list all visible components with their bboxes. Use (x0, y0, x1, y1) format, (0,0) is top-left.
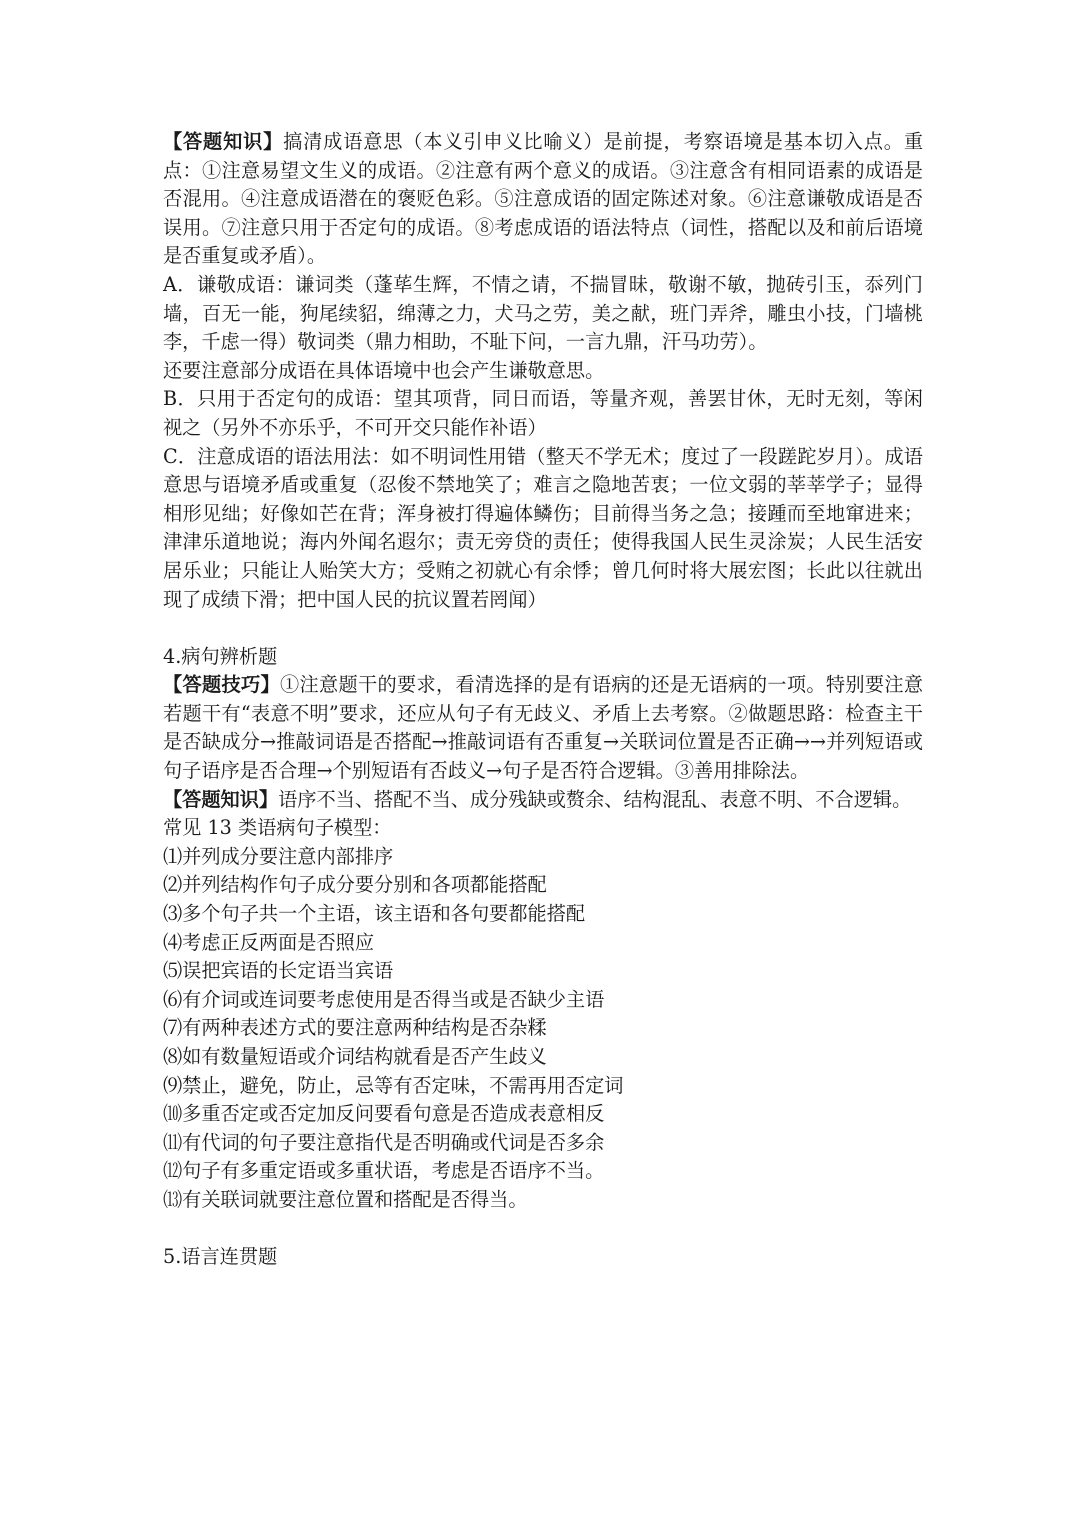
sentence-tips-paragraph (163, 671, 923, 785)
list-item: ⑿句子有多重定语或多重状语，考虑是否语序不当。 (163, 1159, 605, 1183)
list-item: ⑺有两种表述方式的要注意两种结构是否杂糅 (163, 1016, 547, 1040)
list-item: ⑼禁止，避免，防止，忌等有否定味，不需再用否定词 (163, 1073, 624, 1097)
knowledge-tag: 【答题知识】 (163, 130, 284, 153)
blank-line (163, 1215, 923, 1244)
section-heading-sentence: 4.病句辨析题 (163, 644, 278, 668)
document-page (163, 128, 923, 1272)
sentence-knowledge-paragraph (163, 786, 923, 815)
list-item: ⑴并列成分要注意内部排序 (163, 844, 394, 868)
knowledge-text: 搞清成语意思（本义引申义比喻义）是前提，考察语境是基本切入点。重点：①注意易望文生义的成语。②注意有两个意义的成语。③注意含有相同语素的成语是否混用。④注意成语潜在的褒贬色彩。⑤注意成语的固定陈述对象。⑥注意谦敬成语是否误用。⑦注意只用于否定句的成语。⑧考虑成语的语法特点（词性，搭配以及和前后语境是否重复或矛盾）。 (163, 130, 924, 268)
list-item: ⑽多重否定或否定加反问要看句意是否造成表意相反 (163, 1102, 605, 1126)
idiom-item-b: B．只用于否定句的成语：望其项背，同日而语，等量齐观，善罢甘休，无时无刻，等闲视之（另外不亦乐乎，不可开交只能作补语） (163, 387, 923, 439)
list-item: ⑷考虑正反两面是否照应 (163, 930, 375, 954)
list-item: ⑹有介词或连词要考虑使用是否得当或是否缺少主语 (163, 987, 605, 1011)
knowledge-text: 语序不当、搭配不当、成分残缺或赘余、结构混乱、表意不明、不合逻辑。 (278, 787, 912, 811)
list-item: ⑵并列结构作句子成分要分别和各项都能搭配 (163, 873, 547, 897)
models-list (163, 843, 923, 1215)
list-item: ⑻如有数量短语或介词结构就看是否产生歧义 (163, 1045, 547, 1068)
idiom-item-a: A．谦敬成语：谦词类（蓬荜生辉，不情之请，不揣冒昧，敬谢不敏，抛砖引玉，忝列门墙，百无一能，狗尾续貂，绵薄之力，犬马之劳，美之献，班门弄斧，雕虫小技，门墙桃李，千虑一得）敬词类（鼎力相助，不耻下问，一言九鼎，汗马功劳）。 (163, 272, 923, 354)
list-item: ⑾有代词的句子要注意指代是否明确或代词是否多余 (163, 1130, 605, 1154)
tips-text: ①注意题干的要求，看清选择的是有语病的还是无语病的一项。特别要注意若题干有“表意不明”要求，还应从句子有无歧义、矛盾上去考察。②做题思路：检查主干是否缺成分→推敲词语是否搭配→推敲词语有否重复→关联词位置是否正确→→并列短语或句子语序是否合理→个别短语有否歧义→句子是否符合逻辑。③善用排除法。 (163, 673, 924, 783)
knowledge-tag: 【答题知识】 (163, 787, 279, 811)
list-item: ⑶多个句子共一个主语，该主语和各句要都能搭配 (163, 902, 586, 926)
list-item: ⑸误把宾语的长定语当宾语 (163, 959, 394, 983)
idiom-item-c: C．注意成语的语法用法：如不明词性用错（整天不学无术；度过了一段蹉跎岁月）。成语意思与语境矛盾或重复（忍俊不禁地笑了；难言之隐地苦衷；一位文弱的莘莘学子；显得相形见绌；好像如芒在背；浑身被打得遍体鳞伤；目前得当务之急；接踵而至地窜进来；津津乐道地说；海内外闻名遐尔；责无旁贷的责任；使得我国人民生灵涂炭；人民生活安居乐业；只能让人贻笑大方；受贿之初就心有余悸；曾几何时将大展宏图；长此以往就出现了成绩下滑；把中国人民的抗议置若罔闻） (163, 444, 923, 611)
blank-line (163, 614, 923, 643)
list-item: ⒀有关联词就要注意位置和搭配是否得当。 (163, 1187, 528, 1211)
models-intro: 常见 13 类语病句子模型： (163, 816, 392, 840)
section-heading-coherence: 5.语言连贯题 (163, 1245, 278, 1269)
idiom-note: 还要注意部分成语在具体语境中也会产生谦敬意思。 (163, 358, 605, 382)
idiom-knowledge-paragraph (163, 128, 923, 271)
tips-tag: 【答题技巧】 (163, 673, 280, 697)
